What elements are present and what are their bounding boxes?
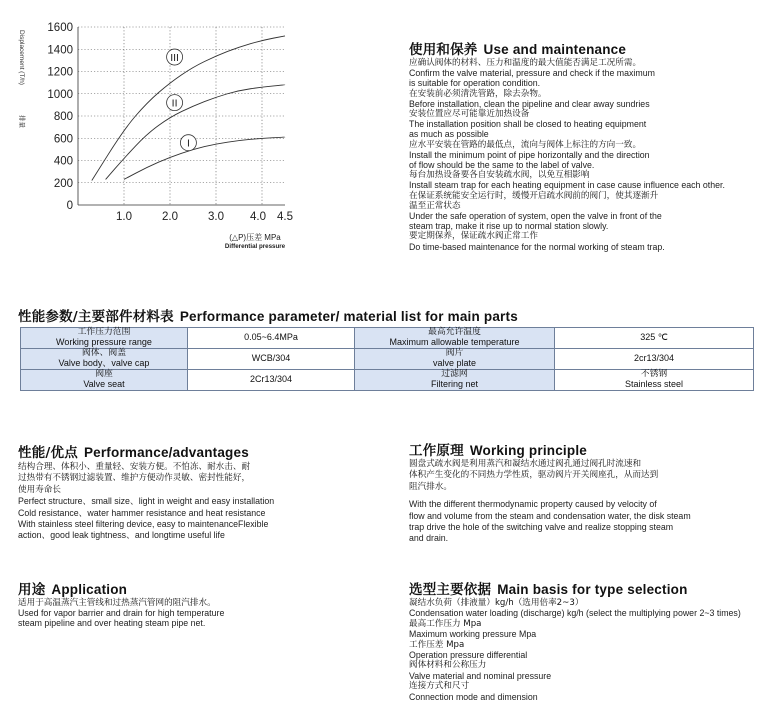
selection-line: Maximum working pressure Mpa bbox=[409, 629, 537, 640]
principle-title-en: Working principle bbox=[469, 443, 587, 458]
selection-title-en: Main basis for type selection bbox=[497, 582, 688, 597]
table-header-cell bbox=[355, 328, 555, 349]
performance-line: 过热带有不锈钢过滤装置、维护方便动作灵敏、密封性能好， bbox=[18, 473, 251, 484]
curve-ii bbox=[106, 85, 285, 180]
performance-line: Perfect structure、small size、light in weight and easy installation bbox=[18, 496, 275, 507]
performance-text bbox=[18, 462, 274, 542]
x-axis-label-en: Differential pressure bbox=[224, 243, 286, 250]
cell-text: Stainless steel bbox=[624, 379, 684, 389]
selection-line: 阀体材料和公称压力 bbox=[409, 660, 487, 671]
cell-text-cn: 过滤网 bbox=[441, 369, 468, 380]
table-row bbox=[21, 370, 754, 391]
application-line: steam pipeline and over heating steam pipe net. bbox=[18, 618, 206, 629]
selection-line: Valve material and nominal pressure bbox=[409, 670, 552, 681]
selection-line: 凝结水负荷（排液量）kg/h（选用倍率2~3） bbox=[409, 598, 584, 608]
selection-line: 最高工作压力 Mpa bbox=[409, 618, 482, 629]
y-tick-label: 1000 bbox=[47, 88, 73, 101]
x-tick-label: 3.0 bbox=[208, 211, 224, 223]
y-tick-label: 800 bbox=[53, 111, 73, 123]
use-line: Install steam trap for each heating equipment in case cause influence each other. bbox=[409, 180, 725, 191]
curve-labels bbox=[167, 49, 197, 151]
performance-line: With stainless steel filtering device, easy to maintenanceFlexible bbox=[18, 519, 269, 530]
use-line: 安装位置应尽可能靠近加热设备 bbox=[409, 109, 530, 120]
cell-text: WCB/304 bbox=[251, 353, 291, 364]
y-tick-label: 0 bbox=[66, 200, 73, 212]
table-row bbox=[21, 349, 754, 370]
y-tick-label: 1600 bbox=[47, 22, 73, 34]
table-header-cell bbox=[355, 370, 555, 391]
table-value-cell bbox=[188, 370, 355, 391]
x-tick-label: 4.0 bbox=[250, 211, 266, 223]
selection-line: Operation pressure differential bbox=[409, 650, 528, 661]
performance-title bbox=[18, 441, 249, 461]
performance-line: action、good leak tightness、and longtime useful life bbox=[18, 530, 225, 541]
use-line: as much as possible bbox=[409, 129, 489, 140]
y-axis-label-cn: 排量 bbox=[18, 115, 25, 128]
principle-text bbox=[409, 459, 691, 545]
curve-i bbox=[124, 137, 285, 179]
y-tick-label: 1200 bbox=[47, 66, 73, 79]
cell-text: Working pressure range bbox=[56, 337, 152, 347]
cell-text-cn: 最高允许温度 bbox=[428, 327, 481, 338]
table-title bbox=[18, 305, 518, 325]
cell-text-cn: 不锈钢 bbox=[640, 369, 668, 380]
cell-text-cn: 阀座 bbox=[95, 369, 113, 380]
principle-line: 圆盘式疏水阀是利用蒸汽和凝结水通过阀孔通过阀孔时流速和 bbox=[409, 459, 642, 469]
table-title-cn: 性能参数/主要部件材料表 bbox=[18, 309, 174, 325]
performance-line: Cold resistance、water hammer resistance and heat resistance bbox=[18, 507, 266, 518]
y-tick-label: 600 bbox=[53, 133, 73, 146]
principle-line: flow and volume from the steam and condensation water, the disk steam bbox=[409, 510, 691, 521]
selection-line: 连接方式和尺寸 bbox=[409, 681, 470, 692]
table-header-cell bbox=[21, 328, 188, 349]
use-line: 应水平安装在管路的最低点，流向与阀体上标注的方向一致。 bbox=[409, 139, 642, 150]
table-row bbox=[21, 328, 754, 349]
application-title bbox=[18, 578, 127, 598]
use-line: Under the safe operation of system, open the valve in front of the bbox=[409, 211, 662, 222]
use-line: 应确认阀体的材料、压力和温度的最大值能否满足工况所需。 bbox=[409, 58, 642, 68]
principle-line: 体积产生变化的不同热力学性质，驱动阀片开关阀座孔，从而达到 bbox=[409, 470, 659, 481]
curve-label-ii: II bbox=[171, 97, 178, 110]
use-line: 在安装前必须清洗管路，除去杂物。 bbox=[409, 88, 547, 99]
performance-material-table bbox=[20, 327, 754, 391]
selection-line: 工作压差 Mpa bbox=[409, 639, 465, 650]
y-tick-label: 400 bbox=[53, 155, 73, 168]
cell-text-cn: 工作压力范围 bbox=[77, 327, 131, 338]
table-value-cell bbox=[555, 349, 754, 370]
x-tick-label: 2.0 bbox=[162, 211, 178, 223]
cell-text: Maximum allowable temperature bbox=[389, 337, 520, 347]
y-tick-labels bbox=[47, 22, 73, 212]
curve-label-iii: III bbox=[170, 52, 179, 65]
use-line: Install the minimum point of pipe horizontally and the direction bbox=[409, 149, 650, 160]
x-tick-label: 1.0 bbox=[116, 211, 132, 223]
principle-title-cn: 工作原理 bbox=[409, 443, 464, 459]
performance-line: 使用寿命长 bbox=[18, 484, 61, 495]
use-maintenance-title-en: Use and maintenance bbox=[483, 42, 627, 57]
selection-line: Connection mode and dimension bbox=[409, 691, 538, 702]
table-title-en: Performance parameter/ material list for main parts bbox=[179, 309, 518, 324]
displacement-pressure-chart bbox=[0, 0, 330, 255]
application-title-cn: 用途 bbox=[18, 582, 46, 598]
application-title-en: Application bbox=[51, 582, 128, 597]
cell-text-cn: 阀片 bbox=[445, 348, 464, 359]
principle-line: 阻汽排水。 bbox=[409, 481, 452, 492]
cell-text: valve plate bbox=[432, 358, 477, 368]
application-line: 适用于高温蒸汽主管线和过热蒸汽管网的阻汽排水。 bbox=[18, 598, 216, 608]
use-line: is suitable for operation condition. bbox=[409, 78, 541, 89]
cell-text: 2cr13/304 bbox=[633, 353, 675, 364]
use-line: 温至正常状态 bbox=[409, 200, 461, 211]
use-maintenance-title-cn: 使用和保养 bbox=[409, 42, 478, 58]
curve-label-i: I bbox=[186, 137, 190, 150]
use-line: 在保证系统能安全运行时，缓慢开启疏水阀前的阀门，使其逐渐升 bbox=[409, 190, 659, 201]
cell-text-cn: 阀体、阀盖 bbox=[82, 348, 126, 359]
use-maintenance-title bbox=[409, 38, 626, 58]
use-line: The installation position shall be closed to heating equipment bbox=[409, 119, 647, 130]
cell-text: 325 ℃ bbox=[640, 332, 668, 343]
cell-text: Valve seat bbox=[83, 379, 125, 389]
principle-line: trap drive the hole of the switching valve and realize stopping steam bbox=[409, 522, 674, 533]
y-tick-label: 200 bbox=[53, 177, 73, 190]
principle-line: and drain. bbox=[409, 533, 449, 544]
chart-curves bbox=[92, 36, 285, 181]
selection-title bbox=[409, 578, 688, 598]
table-header-cell bbox=[355, 349, 555, 370]
cell-text: 0.05~6.4MPa bbox=[244, 332, 298, 343]
use-line: Do time-based maintenance for the normal working of steam trap. bbox=[409, 241, 665, 252]
principle-title bbox=[409, 439, 587, 459]
cell-text: 2Cr13/304 bbox=[249, 374, 293, 385]
use-line: Confirm the valve material, pressure and check if the maximum bbox=[409, 68, 655, 79]
y-axis-label-en: Displacement (T/h) bbox=[18, 30, 25, 85]
cell-text: Valve body、valve cap bbox=[58, 358, 150, 368]
use-line: 要定期保养，保证疏水阀正常工作 bbox=[409, 231, 538, 242]
application-text bbox=[18, 598, 224, 629]
table-value-cell bbox=[555, 328, 754, 349]
principle-line: With the different thermodynamic property caused by velocity of bbox=[409, 499, 657, 510]
selection-title-cn: 选型主要依据 bbox=[409, 582, 492, 598]
table-header-cell bbox=[21, 349, 188, 370]
use-line: of flow should be the same to the label of valve. bbox=[409, 160, 595, 171]
selection-line: Condensation water loading (discharge) kg/h (select the multiplying power 2~3 times) bbox=[409, 608, 741, 619]
table-value-cell bbox=[188, 349, 355, 370]
y-tick-label: 1400 bbox=[47, 44, 73, 57]
use-maintenance-text bbox=[409, 58, 725, 252]
table-value-cell bbox=[555, 370, 754, 391]
table-header-cell bbox=[21, 370, 188, 391]
x-tick-label: 4.5 bbox=[277, 211, 293, 223]
application-line: Used for vapor barrier and drain for high temperature bbox=[18, 608, 225, 619]
use-line: steam trap, make it rise up to normal station slowly. bbox=[409, 221, 609, 232]
table-value-cell bbox=[188, 328, 355, 349]
performance-line: 结构合理、体积小、重量轻、安装方便。不怕冻、耐水击、耐 bbox=[18, 462, 251, 472]
x-tick-labels bbox=[116, 211, 293, 223]
cell-text: Filtering net bbox=[430, 379, 479, 389]
x-axis-label-cn: (△P)压差 MPa bbox=[229, 233, 281, 242]
performance-title-en: Performance/advantages bbox=[83, 445, 249, 460]
use-line: 每台加热设备要各自安装疏水阀，以免互相影响 bbox=[409, 170, 590, 181]
selection-text bbox=[409, 598, 741, 702]
use-line: Before installation, clean the pipeline and clear away sundries bbox=[409, 98, 650, 109]
performance-title-cn: 性能/优点 bbox=[18, 445, 78, 461]
